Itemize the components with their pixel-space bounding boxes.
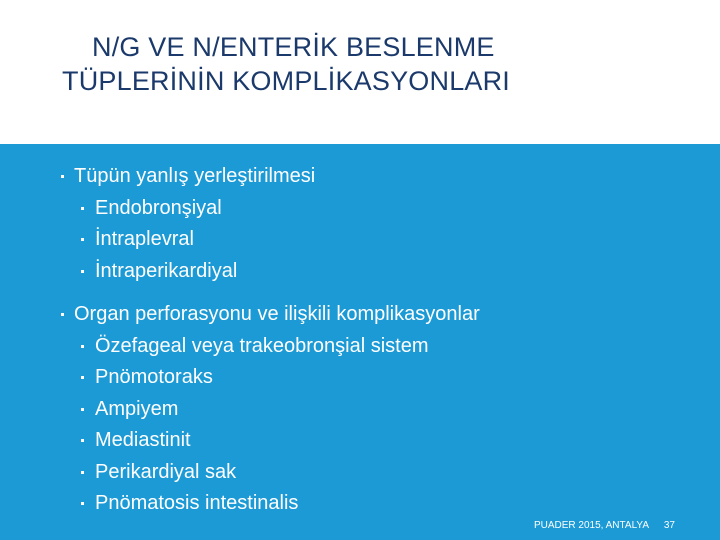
sub-bullet-item: Pnömotoraks [58, 362, 698, 394]
bullet-item: Organ perforasyonu ve ilişkili komplikasyonlar [58, 299, 698, 331]
slide-title [62, 30, 682, 98]
sub-bullet-item: Mediastinit [58, 425, 698, 457]
bullet-item: Tüpün yanlış yerleştirilmesi [58, 161, 698, 193]
sub-bullet-item: Özefageal veya trakeobronşial sistem [58, 331, 698, 363]
title-line-1: N/G VE N/ENTERİK BESLENME [92, 32, 495, 62]
sub-bullet-item: Pnömatosis intestinalis [58, 488, 698, 520]
sub-bullet-item: Endobronşiyal [58, 193, 698, 225]
bullet-list [58, 161, 698, 532]
footer-text: PUADER 2015, ANTALYA [533, 520, 649, 531]
sub-bullet-item: Perikardiyal sak [58, 457, 698, 489]
sub-bullet-item: Ampiyem [58, 394, 698, 426]
title-line-2: TÜPLERİNİN KOMPLİKASYONLARI [62, 66, 511, 96]
bullet-group [58, 161, 698, 287]
sub-bullet-item: İntraplevral [58, 224, 698, 256]
title-area [0, 0, 720, 144]
slide-footer [0, 510, 720, 540]
sub-bullet-item: İntraperikardiyal [58, 256, 698, 288]
page-number: 37 [663, 520, 675, 531]
bullet-group [58, 299, 698, 520]
content-area [0, 144, 720, 540]
